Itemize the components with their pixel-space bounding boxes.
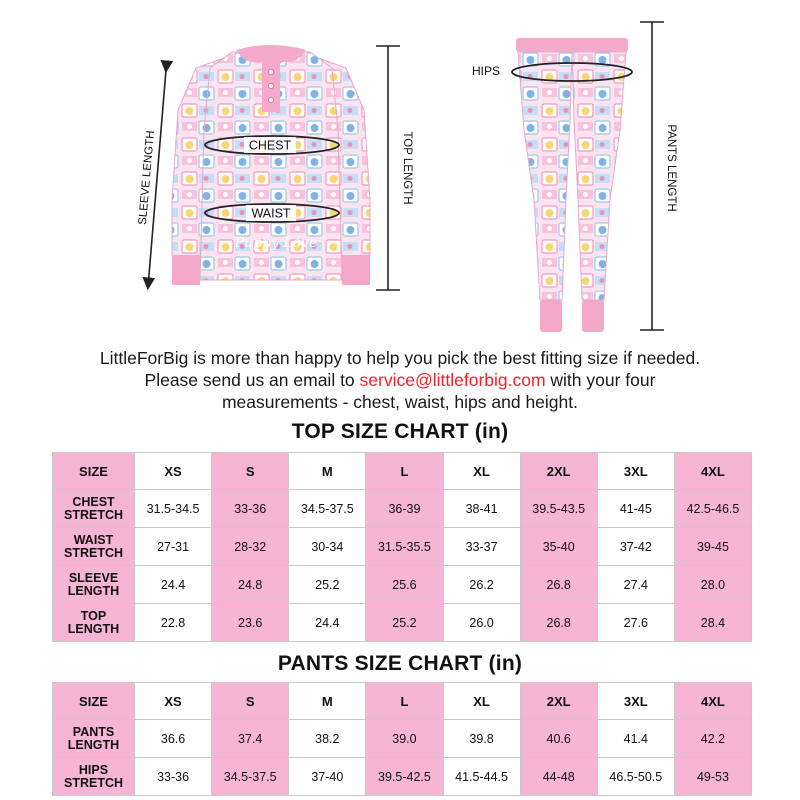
row-label-line: SLEEVE [68, 570, 119, 585]
row-label-line: LENGTH [67, 583, 120, 598]
table-cell: 26.2 [443, 566, 520, 604]
table-cell: 36.6 [135, 720, 212, 758]
table-cell: 39.8 [443, 720, 520, 758]
table-cell: 39-45 [674, 528, 751, 566]
table-cell: 34.5-37.5 [212, 758, 289, 796]
size-header-cell: 2XL [520, 683, 597, 720]
table-cell: 33-37 [443, 528, 520, 566]
size-header-cell: M [289, 453, 366, 490]
row-label [53, 720, 135, 758]
table-row [53, 604, 752, 642]
size-header-cell: M [289, 683, 366, 720]
size-header-row [53, 453, 752, 490]
row-label-line: PANTS [72, 724, 115, 739]
table-cell: 25.6 [366, 566, 443, 604]
table-cell: 28.4 [674, 604, 751, 642]
table-cell: 37.4 [212, 720, 289, 758]
table-cell: 27.4 [597, 566, 674, 604]
table-cell: 31.5-34.5 [135, 490, 212, 528]
note-line-2-end: with your four [545, 370, 656, 390]
row-label-line: WAIST [73, 532, 114, 547]
table-row [53, 490, 752, 528]
top-length-label: TOP LENGTH [401, 131, 413, 205]
size-header-label: SIZE [53, 453, 135, 490]
sleeve-length-label: SLEEVE LENGTH [136, 130, 158, 226]
note-line-1: LittleForBig is more than happy to help you pick the best fitting size if needed. [99, 348, 701, 368]
table-cell: 25.2 [366, 604, 443, 642]
table-cell: 41.4 [597, 720, 674, 758]
size-header-cell: S [212, 453, 289, 490]
table-cell: 33-36 [135, 758, 212, 796]
table-cell: 44-48 [520, 758, 597, 796]
table-row [53, 720, 752, 758]
table-cell: 23.6 [212, 604, 289, 642]
row-label [53, 528, 135, 566]
size-header-cell: 4XL [674, 453, 751, 490]
table-cell: 39.0 [366, 720, 443, 758]
top-garment [172, 45, 370, 285]
row-label-line: LENGTH [67, 621, 120, 636]
table-cell: 39.5-42.5 [366, 758, 443, 796]
size-header-row [53, 683, 752, 720]
row-label-line: CHEST [72, 494, 115, 509]
table-cell: 40.6 [520, 720, 597, 758]
size-header-cell: 3XL [597, 453, 674, 490]
row-label [53, 758, 135, 796]
table-cell: 49-53 [674, 758, 751, 796]
table-cell: 24.8 [212, 566, 289, 604]
table-row [53, 566, 752, 604]
table-cell: 27-31 [135, 528, 212, 566]
row-label-line: STRETCH [63, 507, 124, 522]
table-cell: 39.5-43.5 [520, 490, 597, 528]
row-label-line: STRETCH [63, 545, 124, 560]
row-label [53, 604, 135, 642]
size-header-cell: XL [443, 683, 520, 720]
table-cell: 36-39 [366, 490, 443, 528]
table-cell: 41.5-44.5 [443, 758, 520, 796]
table-cell: 28-32 [212, 528, 289, 566]
row-label [53, 490, 135, 528]
table-cell: 24.4 [135, 566, 212, 604]
table-cell: 33-36 [212, 490, 289, 528]
top-size-table [52, 452, 752, 642]
table-cell: 42.2 [674, 720, 751, 758]
table-row [53, 528, 752, 566]
size-header-cell: 4XL [674, 683, 751, 720]
table-cell: 37-40 [289, 758, 366, 796]
size-header-cell: XS [135, 683, 212, 720]
table-cell: 46.5-50.5 [597, 758, 674, 796]
size-header-cell: S [212, 683, 289, 720]
garment-illustration [0, 0, 800, 345]
support-email-link[interactable]: service@littleforbig.com [359, 370, 546, 390]
note-line-2 [0, 369, 800, 391]
note-line-3: measurements - chest, waist, hips and height. [221, 392, 578, 412]
pants-size-chart-title: PANTS SIZE CHART (in) [277, 652, 523, 675]
table-cell: 37-42 [597, 528, 674, 566]
chest-label: CHEST [248, 138, 292, 153]
row-label-line: STRETCH [63, 775, 124, 790]
table-cell: 31.5-35.5 [366, 528, 443, 566]
size-header-cell: XS [135, 453, 212, 490]
size-header-cell: L [366, 683, 443, 720]
size-header-cell: 3XL [597, 683, 674, 720]
pants-garment [516, 38, 628, 332]
table-cell: 22.8 [135, 604, 212, 642]
table-cell: 28.0 [674, 566, 751, 604]
note-line-2-start: Please send us an email to [144, 370, 360, 390]
table-cell: 26.8 [520, 604, 597, 642]
table-cell: 34.5-37.5 [289, 490, 366, 528]
size-header-cell: L [366, 453, 443, 490]
table-cell: 41-45 [597, 490, 674, 528]
row-label-line: LENGTH [67, 737, 120, 752]
row-label-line: HIPS [78, 762, 109, 777]
row-label-line: TOP [80, 608, 107, 623]
table-row [53, 758, 752, 796]
top-size-chart-title: TOP SIZE CHART (in) [291, 420, 509, 443]
table-cell: 42.5-46.5 [674, 490, 751, 528]
table-cell: 26.0 [443, 604, 520, 642]
size-header-cell: XL [443, 453, 520, 490]
size-header-cell: 2XL [520, 453, 597, 490]
table-cell: 38-41 [443, 490, 520, 528]
waist-label: WAIST [251, 206, 291, 221]
table-cell: 24.4 [289, 604, 366, 642]
table-cell: 27.6 [597, 604, 674, 642]
hips-label: HIPS [471, 64, 501, 78]
table-cell: 26.8 [520, 566, 597, 604]
pants-size-table [52, 682, 752, 796]
row-label [53, 566, 135, 604]
table-cell: 30-34 [289, 528, 366, 566]
sizing-help-note [0, 347, 800, 413]
size-header-label: SIZE [53, 683, 135, 720]
table-cell: 38.2 [289, 720, 366, 758]
table-cell: 25.2 [289, 566, 366, 604]
pants-length-label: PANTS LENGTH [665, 124, 677, 212]
print-lettering: Puppy Love [234, 235, 318, 251]
table-cell: 35-40 [520, 528, 597, 566]
